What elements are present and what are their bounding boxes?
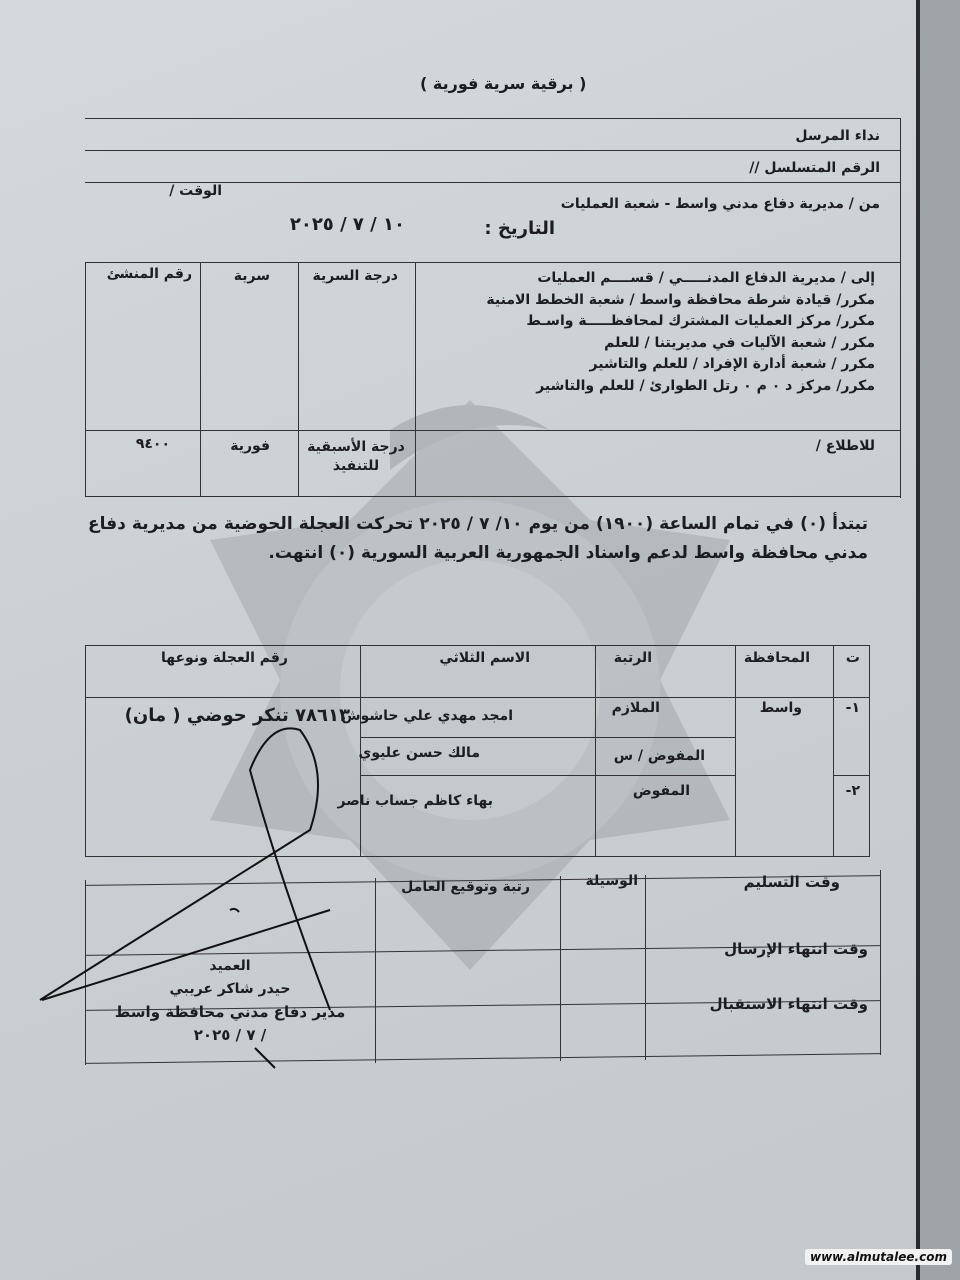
delivery-time-label: وقت التسليم — [743, 873, 840, 891]
classification-value: سرية — [233, 268, 270, 284]
priority-label: درجة الأسبقية للتنفيذ — [307, 439, 405, 474]
signatory-date: / ٧ / ٢٠٢٥ — [193, 1026, 267, 1044]
from-line: من / مديرية دفاع مدني واسط - شعبة العمليات — [560, 196, 880, 212]
operator-rank-signature-label: رتبة وتوقيع العامل — [401, 879, 530, 895]
col-vehicle: رقم العجلة ونوعها — [160, 650, 288, 666]
date-value: ١٠ / ٧ / ٢٠٢٥ — [289, 214, 405, 235]
time-label: الوقت / — [169, 183, 222, 199]
recipient-line: مكرر/ مركز العمليات المشترك لمحافظـــــة واسـط — [526, 313, 875, 329]
document-title: ( برقية سرية فورية ) — [420, 74, 587, 93]
means-label: الوسيلة — [585, 873, 638, 889]
recipient-line: مكرر / شعبة أدارة الإفراد / للعلم والتاشير — [589, 356, 875, 372]
recipient-line: مكرر/ مركز د ٠ م ٠ رتل الطوارئ / للعلم والتاشير — [536, 377, 875, 394]
row-rank: الملازم — [611, 700, 660, 716]
col-name: الاسم الثلاثي — [439, 650, 530, 666]
row-name: مالك حسن عليوي — [358, 745, 480, 761]
sender-call-label: نداء المرسل — [795, 128, 880, 144]
recipient-line: إلى / مديرية الدفاع المدنـــــي / قســــم العمليات — [537, 270, 875, 286]
row-rank: المفوض — [632, 783, 690, 799]
website-watermark: www.almutalee.com — [805, 1249, 952, 1265]
row-province: واسط — [759, 700, 802, 716]
col-province: المحافظة — [743, 650, 810, 666]
col-rank: الرتبة — [613, 650, 652, 666]
row-vehicle: ٧٨٦١٣ تنكر حوضي ( مان) — [124, 705, 350, 726]
receive-end-time-label: وقت انتهاء الاستقبال — [709, 995, 868, 1013]
info-label: للاطلاع / — [815, 438, 875, 454]
row-name: بهاء كاظم جساب ناصر — [337, 793, 493, 809]
row-no: ١- — [845, 700, 860, 716]
message-body: تبتدأ (٠) في تمام الساعة (١٩٠٠) من يوم ١٠/ ٧ / ٢٠٢٥ تحركت العجلة الحوضية من مديرية دفاع مدني محافظة واسط لدعم واسناد الجمهورية العربية السورية (٠) انتهت. — [88, 514, 868, 563]
signatory-name: حيدر شاكر عريبي — [169, 981, 291, 997]
send-end-time-label: وقت انتهاء الإرسال — [724, 940, 868, 958]
signatory-position: مدير دفاع مدني محافظة واسط — [114, 1003, 346, 1021]
row-rank: المفوض / س — [613, 748, 705, 764]
row-no: ٢- — [845, 783, 860, 799]
date-label: التاريخ : — [484, 218, 555, 239]
recipient-line: مكرر / شعبة الآليات في مديريتنا / للعلم — [604, 334, 875, 351]
originator-number-value: ٩٤٠٠ — [135, 436, 170, 452]
row-name: امجد مهدي علي حاشوش — [341, 708, 513, 724]
col-no: ت — [845, 650, 860, 666]
priority-value: فورية — [230, 438, 270, 454]
originator-number-label: رقم المنشئ — [106, 266, 192, 282]
serial-number-label: الرقم المتسلسل // — [749, 160, 880, 176]
recipient-line: مكرر/ قيادة شرطة محافظة واسط / شعبة الخطط الامنية — [486, 291, 875, 308]
classification-label: درجة السرية — [312, 268, 398, 284]
signatory-rank: العميد — [209, 958, 251, 974]
